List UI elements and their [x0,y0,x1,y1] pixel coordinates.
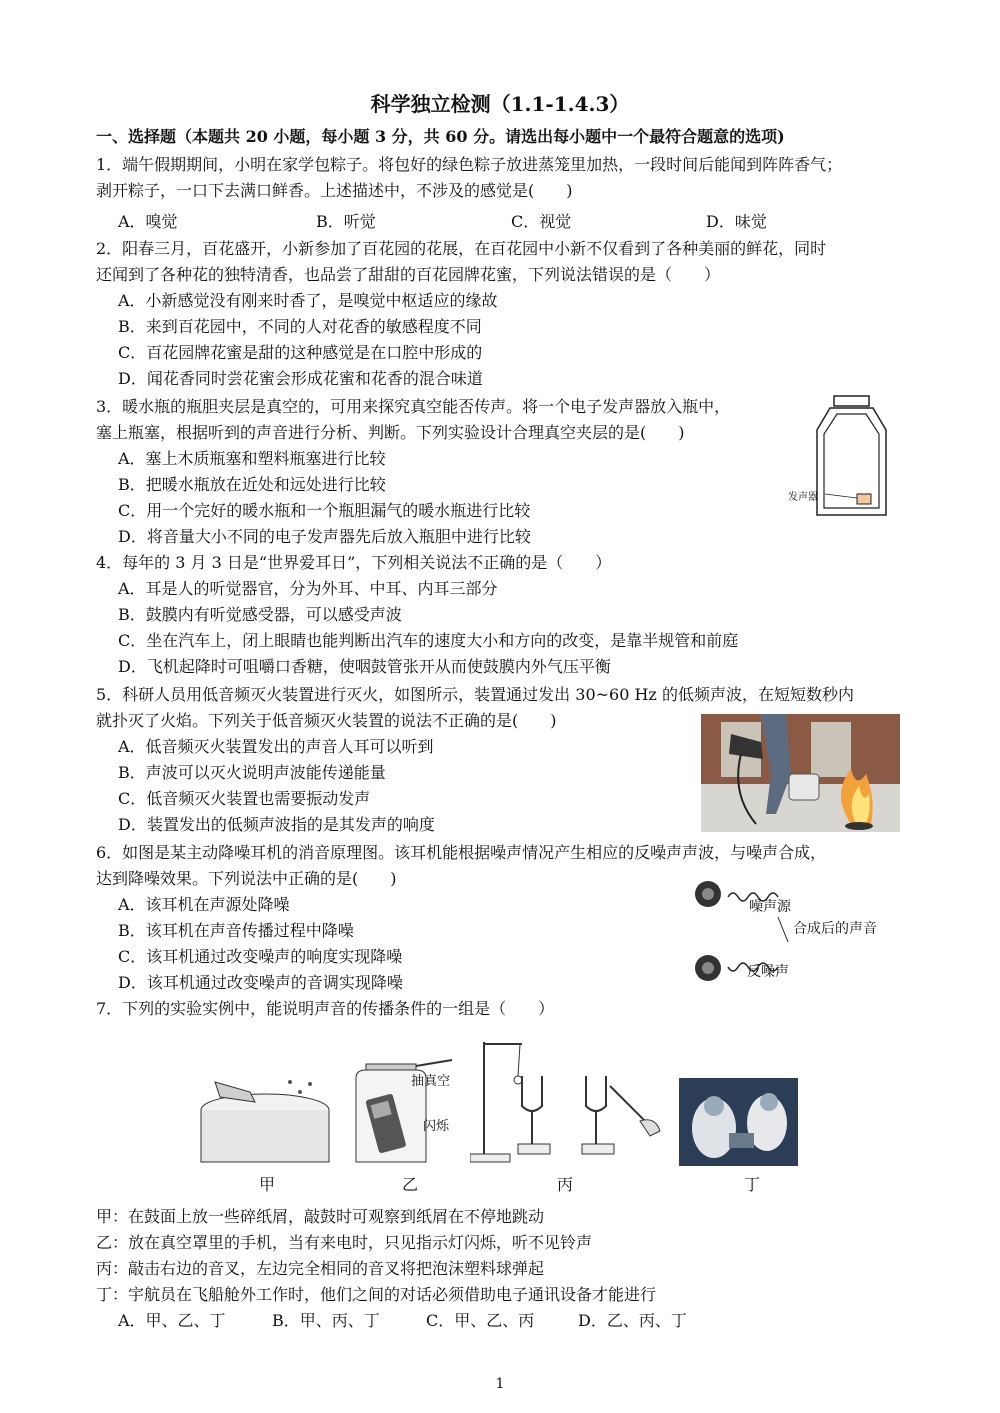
section-heading: 一、选择题（本题共 20 小题，每小题 3 分，共 60 分。请选出每小题中一个最符合题意的选项) [96,127,785,146]
tuning-fork-figure [470,1036,670,1166]
q2-option-d: D．闻花香同时尝花蜜会形成花蜜和花香的混合味道 [118,369,483,388]
q2-stem-line2: 还闻到了各种花的独特清香，也品尝了甜甜的百花园牌花蜜，下列说法错误的是（ ） [96,265,721,284]
q7-stem: 7．下列的实验实例中，能说明声音的传播条件的一组是（ ） [96,999,555,1018]
caption-yi: 乙 [402,1175,419,1194]
q6-stem-line2: 达到降噪效果。下列说法中正确的是( ) [96,869,397,888]
q6-option-d: D．该耳机通过改变噪声的音调实现降噪 [118,973,403,992]
q2-option-c: C．百花园牌花蜜是甜的这种感觉是在口腔中形成的 [118,343,483,362]
q7-desc-bing: 丙：敲击右边的音叉，左边完全相同的音叉将把泡沫塑料球弹起 [96,1259,545,1278]
q3-stem-line2: 塞上瓶塞，根据听到的声音进行分析、判断。下列实验设计合理真空夹层的是( ) [96,423,685,442]
q5-option-a: A．低音频灭火装置发出的声音人耳可以听到 [118,737,434,756]
q1-option-c: C．视觉 [511,212,572,231]
astronaut-photo [679,1078,798,1166]
q1-option-d: D．味觉 [706,212,767,231]
q1-stem-line2: 剥开粽子，一口下去满口鲜香。上述描述中，不涉及的感觉是( ) [96,181,573,200]
q4-stem: 4．每年的 3 月 3 日是“世界爱耳日”，下列相关说法不正确的是（ ） [96,553,612,572]
page-number: 1 [495,1376,505,1392]
q3-option-b: B．把暖水瓶放在近处和远处进行比较 [118,475,386,494]
q3-stem-line1: 3．暖水瓶的瓶胆夹层是真空的，可用来探究真空能否传声。将一个电子发声器放入瓶中， [96,397,731,416]
q6-option-c: C．该耳机通过改变噪声的响度实现降噪 [118,947,403,966]
q6-stem-line1: 6．如图是某主动降噪耳机的消音原理图。该耳机能根据噪声情况产生相应的反噪声声波，与噪声合成， [96,843,827,862]
q2-option-b: B．来到百花园中，不同的人对花香的敏感程度不同 [118,317,482,336]
q3-option-d: D．将音量大小不同的电子发声器先后放入瓶胆中进行比较 [118,527,531,546]
flash-label: 闪烁 [423,1119,450,1134]
q3-option-c: C．用一个完好的暖水瓶和一个瓶胆漏气的暖水瓶进行比较 [118,501,531,520]
q2-option-a: A．小新感觉没有刚来时香了，是嗅觉中枢适应的缘故 [118,291,498,310]
caption-jia: 甲 [259,1175,276,1194]
q7-desc-ding: 丁：宇航员在飞船舱外工作时，他们之间的对话必须借助电子通讯设备才能进行 [96,1285,657,1304]
q5-option-d: D．装置发出的低频声波指的是其发声的响度 [118,815,435,834]
q7-option-d: D．乙、丙、丁 [578,1311,687,1330]
drum-figure [200,1062,330,1166]
q5-stem-line2: 就扑灭了火焰。下列关于低音频灭火装置的说法不正确的是( ) [96,711,557,730]
q3-option-a: A．塞上木质瓶塞和塑料瓶塞进行比较 [118,449,386,468]
q7-option-c: C．甲、乙、丙 [426,1311,535,1330]
vacuum-pump-label: 抽真空 [411,1074,451,1089]
noise-source-label: 噪声源 [749,899,791,915]
q4-option-d: D．飞机起降时可咀嚼口香糖，使咽鼓管张开从而使鼓膜内外气压平衡 [118,657,611,676]
q7-desc-yi: 乙：放在真空罩里的手机，当有来电时，只见指示灯闪烁，听不见铃声 [96,1233,593,1252]
q5-stem-line1: 5．科研人员用低音频灭火装置进行灭火，如图所示，装置通过发出 30~60 Hz 的低频声波，在短短数秒内 [96,685,854,704]
caption-bing: 丙 [557,1175,574,1194]
q5-option-c: C．低音频灭火装置也需要振动发声 [118,789,371,808]
sound-emitter-label: 发声器 [788,492,818,503]
q2-stem-line1: 2．阳春三月，百花盛开，小新参加了百花园的花展，在百花园中小新不仅看到了各种美丽的鲜花，同时 [96,239,827,258]
q7-desc-jia: 甲：在鼓面上放一些碎纸屑，敲鼓时可观察到纸屑在不停地跳动 [96,1207,545,1226]
q7-option-b: B．甲、丙、丁 [272,1311,380,1330]
q4-option-b: B．鼓膜内有听觉感受器，可以感受声波 [118,605,402,624]
caption-ding: 丁 [744,1175,761,1194]
page-title: 科学独立检测（1.1-1.4.3） [370,92,630,116]
q6-option-b: B．该耳机在声音传播过程中降噪 [118,921,354,940]
q4-option-a: A．耳是人的听觉器官，分为外耳、中耳、内耳三部分 [118,579,498,598]
anti-noise-label: 反噪声 [747,964,789,980]
fire-extinguisher-photo [701,714,900,832]
q5-option-b: B．声波可以灭火说明声波能传递能量 [118,763,386,782]
combined-sound-label: 合成后的声音 [793,921,877,937]
q1-option-b: B．听觉 [316,212,376,231]
q7-option-a: A．甲、乙、丁 [118,1311,226,1330]
q4-option-c: C．坐在汽车上，闭上眼睛也能判断出汽车的速度大小和方向的改变，是靠半规管和前庭 [118,631,739,650]
q6-option-a: A．该耳机在声源处降噪 [118,895,290,914]
q1-option-a: A．嗅觉 [118,212,178,231]
q1-stem-line1: 1．端午假期期间，小明在家学包粽子。将包好的绿色粽子放进蒸笼里加热，一段时间后能闻到阵阵香气； [96,155,843,174]
